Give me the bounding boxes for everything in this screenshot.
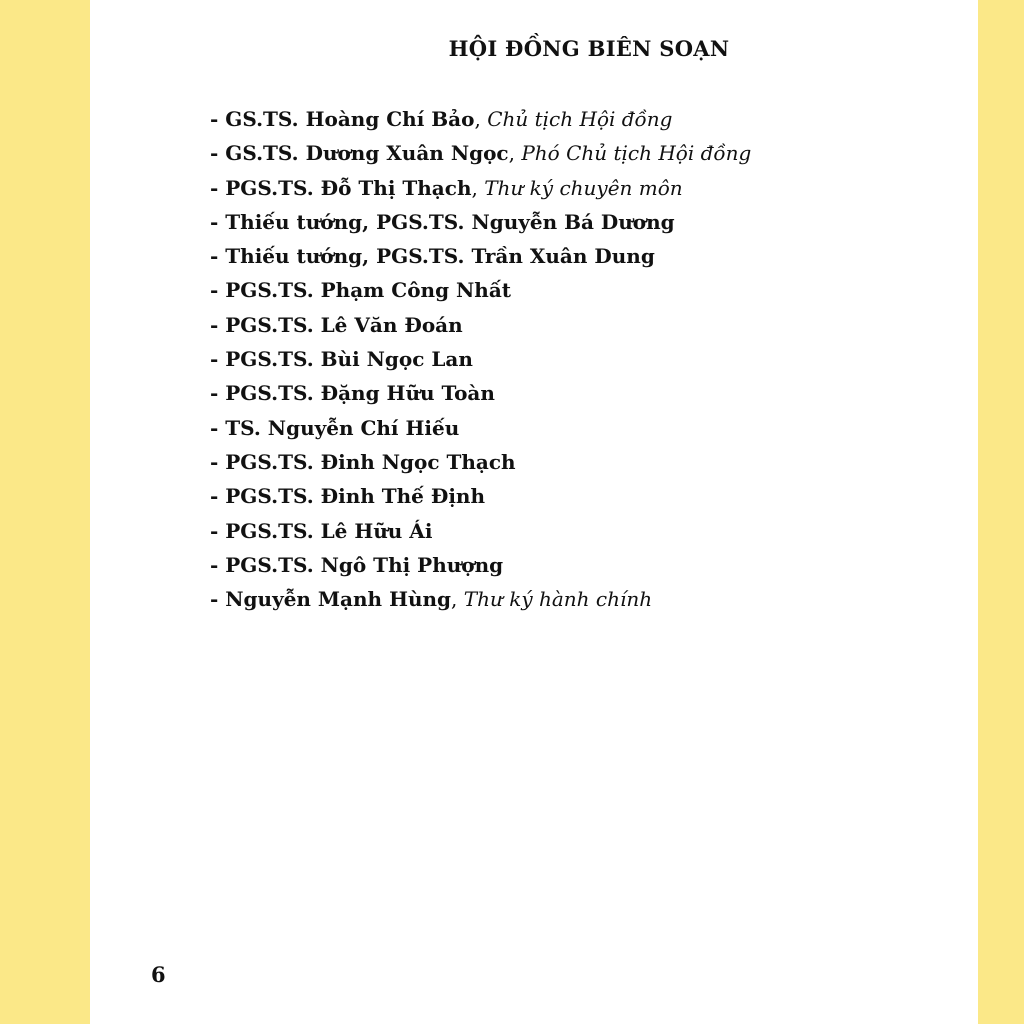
list-dash: - bbox=[210, 312, 226, 337]
member-name: PGS.TS. Đinh Thế Định bbox=[225, 484, 486, 509]
member-item bbox=[210, 479, 751, 513]
member-item bbox=[210, 136, 751, 170]
member-item bbox=[210, 582, 751, 616]
list-dash: - bbox=[210, 518, 226, 543]
list-dash: - bbox=[210, 415, 226, 440]
member-role: Thư ký hành chính bbox=[463, 587, 653, 612]
role-separator: , bbox=[508, 141, 522, 166]
member-item bbox=[210, 445, 751, 479]
member-role: Thư ký chuyên môn bbox=[484, 175, 683, 200]
member-item bbox=[210, 171, 751, 205]
page-title: HỘI ĐỒNG BIÊN SOẠN bbox=[448, 36, 730, 61]
list-dash: - bbox=[210, 381, 226, 406]
list-dash: - bbox=[210, 107, 226, 131]
list-dash: - bbox=[210, 141, 226, 166]
list-dash: - bbox=[210, 175, 226, 200]
member-name: GS.TS. Hoàng Chí Bảo bbox=[225, 107, 475, 131]
role-separator: , bbox=[474, 107, 488, 131]
member-item bbox=[210, 102, 751, 136]
member-name: Thiếu tướng, PGS.TS. Nguyễn Bá Dương bbox=[225, 209, 675, 234]
page-number: 6 bbox=[151, 962, 166, 987]
list-dash: - bbox=[210, 449, 226, 474]
member-item bbox=[210, 376, 751, 410]
member-name: PGS.TS. Lê Hữu Ái bbox=[225, 518, 433, 543]
list-dash: - bbox=[210, 209, 226, 234]
role-separator: , bbox=[451, 587, 464, 612]
member-name: TS. Nguyễn Chí Hiếu bbox=[225, 415, 460, 440]
member-name: PGS.TS. Bùi Ngọc Lan bbox=[225, 347, 473, 372]
member-name: PGS.TS. Đinh Ngọc Thạch bbox=[225, 449, 516, 474]
member-role: Phó Chủ tịch Hội đồng bbox=[521, 141, 752, 166]
member-name: PGS.TS. Phạm Công Nhất bbox=[225, 278, 512, 303]
list-dash: - bbox=[210, 587, 226, 612]
list-dash: - bbox=[210, 244, 226, 269]
member-name: PGS.TS. Lê Văn Đoán bbox=[225, 312, 463, 337]
list-dash: - bbox=[210, 552, 226, 577]
member-item bbox=[210, 205, 751, 239]
member-item bbox=[210, 273, 751, 307]
member-item bbox=[210, 411, 751, 445]
member-item bbox=[210, 308, 751, 342]
member-name: PGS.TS. Đặng Hữu Toàn bbox=[225, 381, 495, 406]
member-name: PGS.TS. Ngô Thị Phượng bbox=[225, 552, 504, 577]
member-name: Thiếu tướng, PGS.TS. Trần Xuân Dung bbox=[225, 244, 655, 269]
list-dash: - bbox=[210, 278, 226, 303]
member-list bbox=[210, 102, 751, 616]
member-name: Nguyễn Mạnh Hùng bbox=[225, 587, 452, 612]
member-item bbox=[210, 514, 751, 548]
document-page bbox=[90, 0, 978, 1024]
member-role: Chủ tịch Hội đồng bbox=[487, 107, 673, 131]
list-dash: - bbox=[210, 347, 226, 372]
role-separator: , bbox=[471, 175, 485, 200]
member-item bbox=[210, 548, 751, 582]
member-name: GS.TS. Dương Xuân Ngọc bbox=[225, 141, 509, 166]
member-item bbox=[210, 342, 751, 376]
member-item bbox=[210, 239, 751, 273]
member-name: PGS.TS. Đỗ Thị Thạch bbox=[225, 175, 472, 200]
list-dash: - bbox=[210, 484, 226, 509]
